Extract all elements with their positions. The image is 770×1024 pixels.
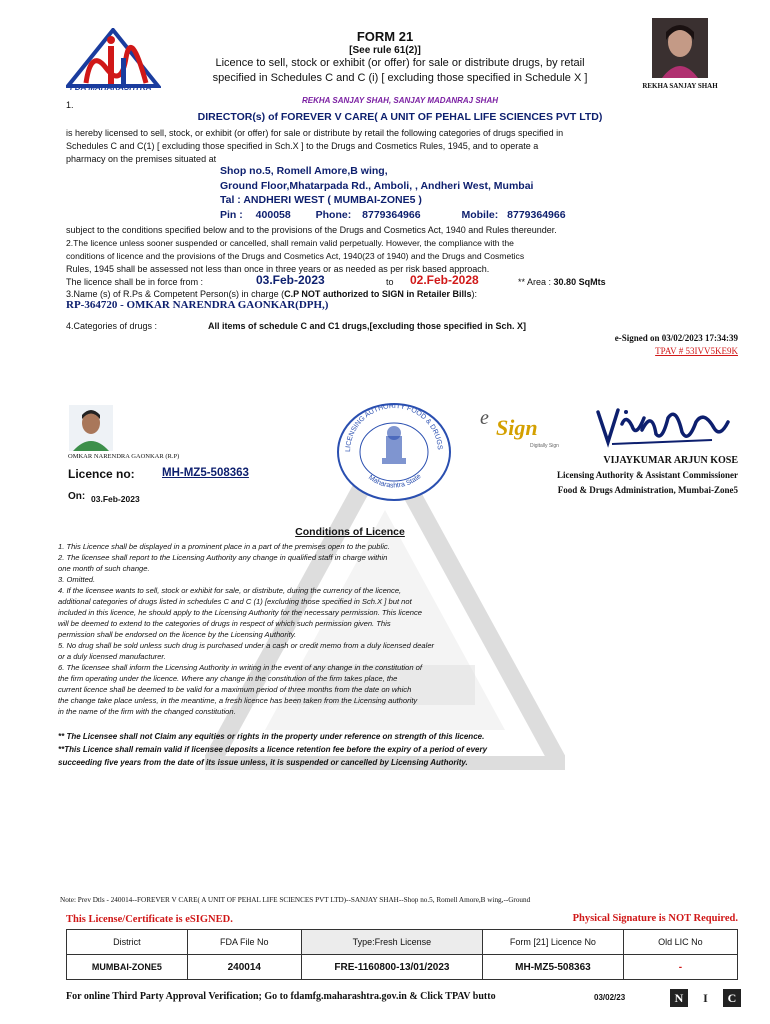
pin-label: Pin : — [220, 209, 243, 221]
subtitle-line-1: Licence to sell, stock or exhibit (or offer) for sale or distribute drugs, by retail — [215, 57, 585, 69]
authority-title: Licensing Authority & Assistant Commissioner — [556, 470, 738, 480]
rp-photo — [69, 405, 113, 451]
pin-value: 400058 — [255, 209, 291, 221]
area-label: ** Area : — [518, 277, 552, 287]
condition-line: one month of such change. — [58, 564, 150, 573]
table-cell: - — [623, 955, 737, 980]
address-line-3: Tal : ANDHERI WEST ( MUMBAI-ZONE5 ) — [220, 194, 422, 206]
item-2-line-c: Rules, 1945 shall be assessed not less than once in three years or as needed as per risk based approach. — [66, 264, 490, 274]
area-info — [518, 276, 606, 288]
condition-line: 6. The licensee shall inform the Licensing Authority in writing in the event of any change in the constitution of — [58, 663, 423, 672]
verification-text: For online Third Party Approval Verification; Go to fdamfg.maharashtra.gov.in & Click TPAV butto — [66, 991, 496, 1002]
licence-text-3: pharmacy on the premises situated at — [66, 154, 217, 164]
seal-icon — [336, 402, 452, 502]
licence-text-2: Schedules C and C(1) [ excluding those specified in Sch.X ] to the Drugs and Cosmetics Rules, 1945, and to operate a — [66, 141, 539, 151]
nic-letter-i: I — [703, 991, 708, 1005]
licence-no-value: MH-MZ5-508363 — [162, 467, 249, 479]
to-label: to — [386, 277, 394, 287]
address-contact — [220, 209, 566, 221]
condition-line: in the name of the firm with the changed constitution. — [58, 707, 236, 716]
condition-line: 3. Omitted. — [58, 575, 96, 584]
physical-signature-notice: Physical Signature is NOT Required. — [572, 913, 738, 924]
signature-icon — [592, 404, 732, 450]
rule-reference: [See rule 61(2)] — [349, 45, 421, 56]
condition-note-2b: succeeding five years from the date of its issue unless, it is suspended or cancelled by Licensing Authority. — [58, 758, 468, 767]
condition-line: or a duly licensed manufacturer. — [58, 652, 166, 661]
table-cell: MH-MZ5-508363 — [482, 955, 623, 980]
table-cell: FRE-1160800-13/01/2023 — [301, 955, 482, 980]
item-3-end: ): — [471, 289, 477, 299]
esign-word: Sign — [496, 415, 538, 440]
condition-line: 4. If the licensee wants to sell, stock or exhibit for sale, or distribute, during the currency of the licence, — [58, 586, 402, 595]
item-3-label: 3.Name (s) of R.Ps & Competent Person(s) in charge ( — [66, 289, 285, 299]
applicant-photo — [652, 18, 708, 78]
condition-note-2a: **This Licence shall remain valid if licensee deposits a licence retention fee before the expiry of a period of every — [58, 745, 488, 754]
esigned-notice: This License/Certificate is eSIGNED. — [66, 914, 233, 925]
photo-caption: REKHA SANJAY SHAH — [642, 82, 718, 90]
firm-name: DIRECTOR(s) of FOREVER V CARE( A UNIT OF PEHAL LIFE SCIENCES PVT LTD) — [197, 111, 603, 123]
table-header-row — [67, 930, 738, 955]
address-line-2: Ground Floor,Mhatarpada Rd., Amboli, , Andheri West, Mumbai — [220, 180, 534, 192]
condition-note-1: ** The Licensee shall not Claim any equities or rights in the property under reference on strength of this licence. — [58, 732, 485, 741]
conditions-title: Conditions of Licence — [295, 526, 405, 538]
esigned-on: e-Signed on 03/02/2023 17:34:39 — [614, 333, 738, 343]
condition-line: will be deemed to extend to the categories of drugs in respect of which such permission given. This — [58, 619, 391, 628]
table-header-cell: District — [67, 930, 188, 955]
esign-logo — [480, 405, 576, 453]
table-header-cell: Type:Fresh License — [301, 930, 482, 955]
valid-from-date: 03.Feb-2023 — [256, 273, 325, 287]
mobile-label: Mobile: — [461, 209, 499, 221]
nic-letter-n: N — [670, 989, 688, 1007]
item-4-label: 4.Categories of drugs : — [66, 321, 158, 331]
logo-caption: FDA MAHARASHTRA — [70, 83, 152, 92]
authority-office: Food & Drugs Administration, Mumbai-Zone5 — [557, 485, 738, 495]
phone-label: Phone: — [315, 209, 352, 221]
previous-details-note: Note: Prev Dtls - 240014--FOREVER V CARE( A UNIT OF PEHAL LIFE SCIENCES PVT LTD)--SANJAY SHAH--Shop no.5, Romell Amore,B wing,--Ground — [60, 896, 531, 904]
authority-signature — [592, 404, 732, 450]
table-row — [67, 955, 738, 980]
item-1-number: 1. — [66, 100, 74, 110]
phone-value: 8779364966 — [362, 209, 421, 221]
item-3-bold: C.P NOT authorized to SIGN in Retailer Bills — [284, 289, 472, 299]
rp-caption: OMKAR NARENDRA GAONKAR (R.P) — [68, 453, 180, 460]
nic-logo — [670, 989, 741, 1007]
authority-name: VIJAYKUMAR ARJUN KOSE — [603, 455, 738, 466]
conditions-list — [58, 541, 518, 717]
licence-on-label: On: — [68, 491, 86, 502]
address-line-1: Shop no.5, Romell Amore,B wing, — [220, 165, 388, 177]
licence-on-date: 03.Feb-2023 — [91, 494, 140, 504]
applicants: REKHA SANJAY SHAH, SANJAY MADANRAJ SHAH — [301, 96, 499, 105]
condition-line: included in this licence, he should apply to the Licensing Authority for the necessary permission. This licence — [58, 608, 422, 617]
subject-text: subject to the conditions specified below and to the provisions of the Drugs and Cosmetics Act, 1940 and Rules thereunder. — [66, 225, 557, 235]
esign-sub: Digitally Sign — [530, 443, 559, 449]
valid-to-date: 02.Feb-2028 — [410, 273, 479, 287]
table-cell: 240014 — [187, 955, 301, 980]
condition-line: current licence shall be deemed to be valid for a maximum period of three months from the date on which — [58, 685, 412, 694]
fda-seal — [336, 402, 452, 502]
person-photo-icon — [652, 18, 708, 78]
item-2-line-b: conditions of licence and the provisions of the Drugs and Cosmetics Act, 1940(23 of 1940) and the Drugs and Cosmetics — [66, 251, 525, 261]
nic-letter-c: C — [723, 989, 741, 1007]
subtitle-line-2: specified in Schedules C and C (i) [ excluding those specified in Schedule X ] — [212, 72, 588, 84]
item-4-value: All items of schedule C and C1 drugs,[excluding those specified in Sch. X] — [208, 321, 527, 331]
seal-text-top: LICENSING AUTHORITY FOOD & DRUGS — [344, 402, 443, 453]
condition-line: permission shall be endorsed on the licence by the Licensing Authority. — [58, 630, 297, 639]
force-label: The licence shall be in force from : — [66, 277, 204, 287]
table-header-cell: Form [21] Licence No — [482, 930, 623, 955]
esign-e-icon: e — [480, 407, 489, 429]
area-value: 30.80 SqMts — [553, 277, 606, 287]
item-2-line-a: 2.The licence unless sooner suspended or cancelled, shall remain valid perpetually. However, the compliance with the — [66, 238, 514, 248]
condition-line: additional categories of drugs listed in schedules C and C (1) [excluding those specified in Sch.X ] but not — [58, 597, 412, 606]
condition-line: 2. The licensee shall report to the Licensing Authority any change in qualified staff in charge within — [58, 553, 388, 562]
table-header-cell: FDA File No — [187, 930, 301, 955]
condition-line: 5. No drug shall be sold unless such drug is purchased under a cash or credit memo from a duly licensed dealer — [58, 641, 435, 650]
footer-date: 03/02/23 — [594, 993, 626, 1002]
rp-name: RP-364720 - OMKAR NARENDRA GAONKAR(DPH,) — [66, 299, 329, 311]
licence-no-label: Licence no: — [68, 467, 135, 481]
table-cell: MUMBAI-ZONE5 — [67, 955, 188, 980]
condition-line: the firm operating under the licence. Where any change in the constitution of the firm takes place, the — [58, 674, 398, 683]
form-title: FORM 21 — [356, 29, 414, 44]
licence-details-table — [66, 929, 738, 980]
tpav-link[interactable]: TPAV # 53IVV5KE9K — [655, 346, 738, 356]
condition-line: the change take place unless, in the meantime, a fresh licence has been taken from the Licensing authority — [58, 696, 418, 705]
condition-line: 1. This Licence shall be displayed in a prominent place in a part of the premises open to the public. — [58, 542, 390, 551]
seal-text-bottom: Maharashtra State — [366, 473, 423, 490]
licence-text-1: is hereby licensed to sell, stock, or exhibit (or offer) for sale or distribute by retail the following categories of drugs specified in — [66, 128, 564, 138]
person-photo-icon — [69, 405, 113, 451]
table-header-cell: Old LIC No — [623, 930, 737, 955]
mobile-value: 8779364966 — [507, 209, 566, 221]
